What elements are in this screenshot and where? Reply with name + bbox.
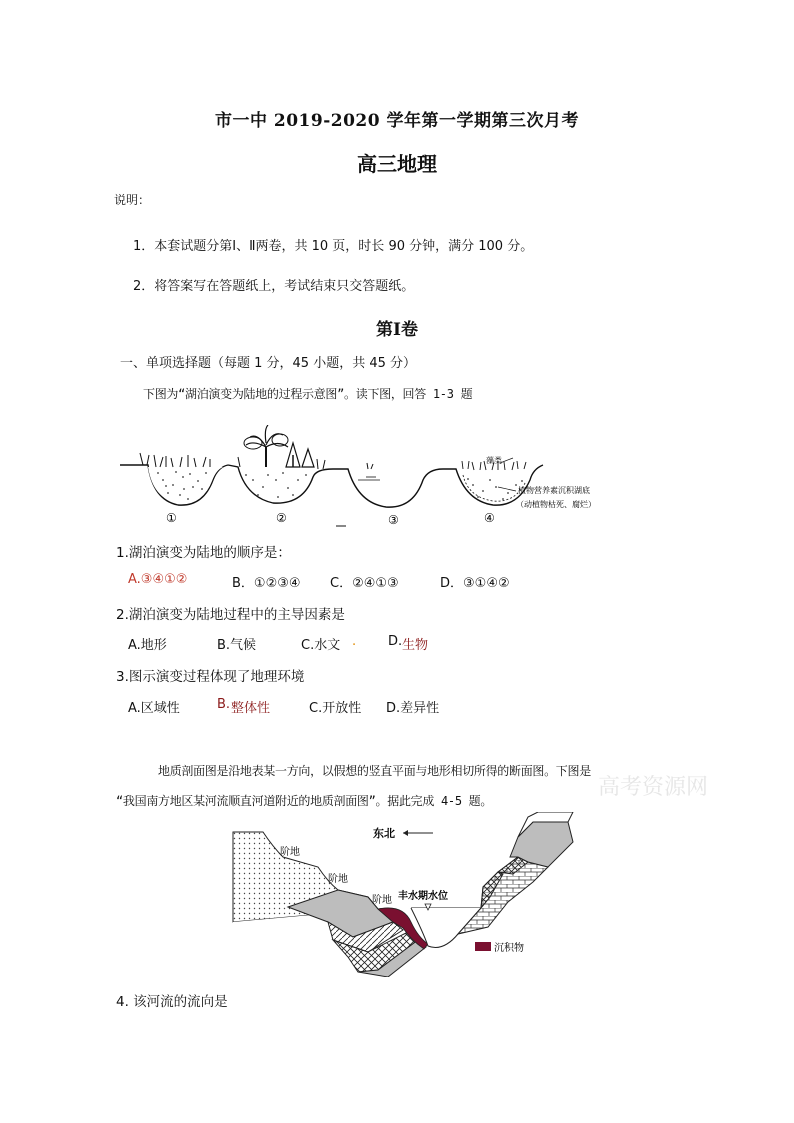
figure1-intro: 下图为“湖泊演变为陆地的过程示意图”。读下图，回答 1-3 题 <box>143 387 473 401</box>
question-4-stem: 4. 该河流的流向是 <box>116 994 228 1010</box>
q3-option-a: A.区域性 <box>128 701 180 716</box>
exam-title: 市一中 2019-2020 学年第一学期第三次月考 <box>214 111 580 131</box>
q2-option-b: B.气候 <box>217 638 257 653</box>
instruction-item-1: 1．本套试题分第Ⅰ、Ⅱ两卷，共 10 页，时长 90 分钟，满分 100 分。 <box>133 239 534 254</box>
question-3-stem: 3.图示演变过程体现了地理环境 <box>116 669 305 685</box>
basin-2 <box>228 425 333 525</box>
label-terrace-1: 阶地 <box>280 847 300 858</box>
basin-label-4: ④ <box>484 511 495 525</box>
question-2-stem: 2.湖泊演变为陆地过程中的主导因素是 <box>116 607 345 623</box>
label-flood-level: 丰水期水位 <box>398 891 448 902</box>
question-1-stem: 1.湖泊演变为陆地的顺序是： <box>116 545 291 561</box>
legend-sediment: 沉积物 <box>494 943 524 954</box>
basin-1 <box>120 453 228 525</box>
legend-swatch-sediment <box>475 942 491 951</box>
basin-label-2: ② <box>276 511 287 525</box>
q2-option-c: C.水文 <box>301 638 341 653</box>
instructions-label: 说明： <box>114 193 151 207</box>
basin-4 <box>443 455 596 525</box>
instruction-item-2: 2．将答案写在答题纸上，考试结束只交答题纸。 <box>133 279 415 294</box>
q3-option-b-prefix: B. <box>217 697 231 712</box>
geologic-profile-figure <box>228 812 578 977</box>
q2-option-d: 生物 <box>402 638 429 653</box>
profile-left-bank <box>233 832 426 977</box>
watermark: 高考资源网 <box>598 775 709 800</box>
annot-algae: 藻类 <box>486 456 502 465</box>
label-terrace-3: 阶地 <box>372 895 392 906</box>
section-title: 第Ⅰ卷 <box>376 320 418 340</box>
q3-option-b: 整体性 <box>231 701 271 716</box>
exam-subtitle: 高三地理 <box>357 152 437 176</box>
label-terrace-2: 阶地 <box>328 874 348 885</box>
q1-option-c: C．②④①③ <box>330 576 399 591</box>
q1-option-a: A.③④①② <box>128 572 188 587</box>
annot-sediment-2: （动植物枯死、腐烂） <box>516 500 596 509</box>
basin-3 <box>333 463 443 527</box>
q1-option-b: B．①②③④ <box>232 576 301 591</box>
q3-option-d: D.差异性 <box>386 701 440 716</box>
q2-dot-mark: . <box>352 634 357 649</box>
lake-evolution-figure <box>118 425 618 530</box>
q2-option-a: A.地形 <box>128 638 167 653</box>
label-northeast: 东北 <box>373 827 395 840</box>
figure2-intro-line1: 地质剖面图是沿地表某一方向，以假想的竖直平面与地形相切所得的断面图。下图是 <box>158 764 591 778</box>
q1-option-d: D．③①④② <box>440 576 510 591</box>
basin-label-3: ③ <box>388 513 399 527</box>
q3-option-c: C.开放性 <box>309 701 362 716</box>
figure2-intro-line2: “我国南方地区某河流顺直河道附近的地质剖面图”。据此完成 4-5 题。 <box>116 794 493 808</box>
q2-option-d-prefix: D. <box>388 634 403 649</box>
profile-right-bank <box>458 812 573 934</box>
basin-label-1: ① <box>166 511 177 525</box>
part-heading: 一、单项选择题（每题 1 分，45 小题，共 45 分） <box>120 356 417 371</box>
annot-sediment: 植物营养素沉积湖底 <box>518 486 590 495</box>
